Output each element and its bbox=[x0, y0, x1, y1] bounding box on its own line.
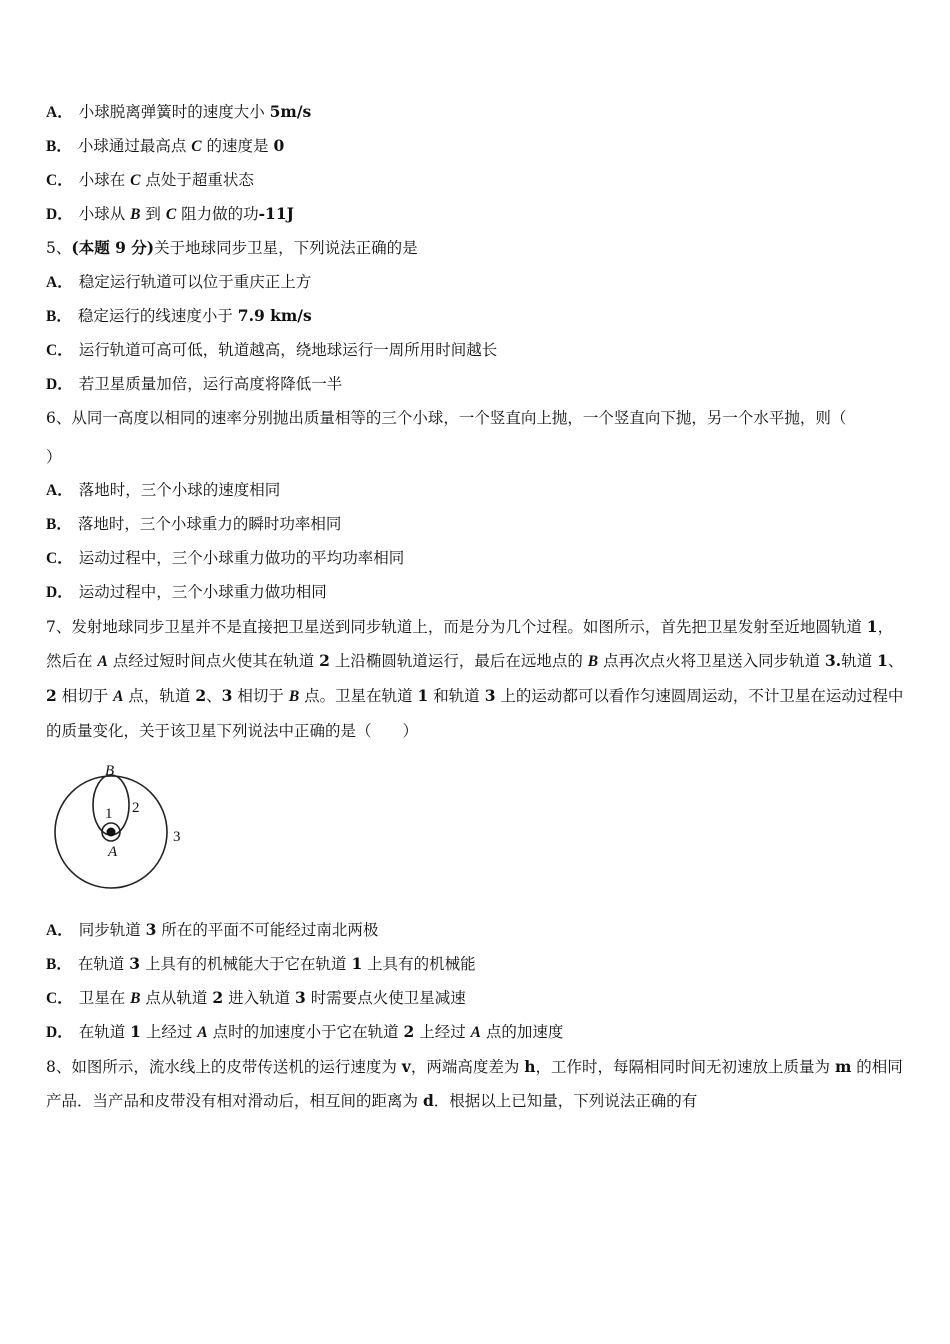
option-var: C bbox=[130, 172, 141, 189]
option-text-mid-2: 点时的加速度小于它在轨道 bbox=[207, 1023, 404, 1041]
q6-stem bbox=[46, 407, 846, 429]
option-text: 小球脱离弹簧时的速度大小 bbox=[78, 103, 270, 121]
q6-option-d bbox=[46, 581, 327, 604]
stem-part: 上沿椭圆轨道运行，最后在远地点的 bbox=[329, 652, 588, 670]
q7-option-c bbox=[46, 987, 466, 1010]
label-a: A bbox=[108, 844, 118, 860]
q5-option-a bbox=[46, 271, 311, 294]
option-var-2: C bbox=[165, 206, 177, 223]
option-num: 3 bbox=[129, 954, 141, 973]
stem-part: 、 bbox=[206, 687, 222, 705]
option-text: 落地时，三个小球重力的瞬时功率相同 bbox=[77, 515, 342, 533]
option-label: A． bbox=[46, 274, 73, 291]
option-num-2: 1 bbox=[351, 954, 363, 973]
option-label: B． bbox=[46, 956, 72, 973]
option-label: A． bbox=[46, 104, 73, 121]
option-text-end: 点处于超重状态 bbox=[140, 171, 254, 189]
stem-var: m bbox=[834, 1057, 852, 1076]
option-text: 运动过程中，三个小球重力做功相同 bbox=[78, 583, 327, 601]
q6-option-a bbox=[46, 479, 280, 502]
option-text-mid-3: 上经过 bbox=[414, 1023, 471, 1041]
stem-part: 和轨道 bbox=[428, 687, 485, 705]
option-text-end: 所在的平面不可能经过南北两极 bbox=[156, 921, 379, 939]
option-text: 同步轨道 bbox=[78, 921, 146, 939]
stem-part: 相切于 bbox=[232, 687, 289, 705]
option-num: 3 bbox=[145, 920, 157, 939]
stem-part: 上的运动都可以看作匀速圆周运动，不计卫星在运动过程中的质量变化，关于该卫星下列说法中正确的是（ ） bbox=[46, 687, 904, 740]
option-text: 运行轨道可高可低，轨道越高，绕地球运行一周所用时间越长 bbox=[78, 341, 498, 359]
option-text: 在轨道 bbox=[77, 955, 130, 973]
q4-option-c bbox=[46, 169, 254, 192]
earth-dot bbox=[107, 828, 116, 837]
stem-part: 相切于 bbox=[56, 687, 114, 705]
q7-option-a bbox=[46, 919, 378, 942]
option-label: D． bbox=[46, 376, 73, 393]
stem-var: v bbox=[401, 1057, 411, 1076]
stem-part: ，然后在 bbox=[46, 618, 894, 670]
option-text-end: 的速度是 bbox=[201, 137, 274, 155]
stem-part: 点。卫星在轨道 bbox=[299, 687, 418, 705]
stem-var: B bbox=[587, 653, 599, 670]
option-value: 0 bbox=[273, 136, 285, 155]
option-text-mid: 点从轨道 bbox=[140, 989, 213, 1007]
stem-part: 的相同产品．当产品和皮带没有相对滑动后，相互间的距离为 bbox=[46, 1058, 903, 1110]
option-label: C． bbox=[46, 172, 73, 189]
stem-part: 、 bbox=[887, 652, 904, 670]
stem-num: 2 bbox=[46, 686, 57, 705]
stem-num: 1 bbox=[417, 686, 429, 705]
option-var: C bbox=[191, 138, 202, 155]
option-value: 7.9 km/s bbox=[237, 306, 312, 325]
option-label: B． bbox=[46, 308, 72, 325]
q6-option-c bbox=[46, 547, 404, 570]
question-text: 6、从同一高度以相同的速率分别抛出质量相等的三个小球，一个竖直向上抛，一个竖直向下抛，另一个水平抛，则（ bbox=[46, 409, 847, 427]
option-var: B bbox=[130, 990, 141, 1007]
stem-num: 3. bbox=[825, 651, 842, 670]
option-text: 落地时，三个小球的速度相同 bbox=[78, 481, 281, 499]
q4-option-b bbox=[46, 135, 284, 158]
q5-option-d bbox=[46, 373, 342, 396]
option-text: 小球在 bbox=[78, 171, 131, 189]
option-label: D． bbox=[46, 206, 73, 223]
stem-num: 2 bbox=[195, 686, 207, 705]
option-text: 稳定运行轨道可以位于重庆正上方 bbox=[78, 273, 312, 291]
stem-num: 2 bbox=[319, 651, 330, 670]
q5-stem bbox=[46, 237, 418, 259]
stem-num: 3 bbox=[484, 686, 496, 705]
option-num: 1 bbox=[130, 1022, 141, 1041]
option-text: 小球通过最高点 bbox=[77, 137, 192, 155]
option-var: A bbox=[197, 1024, 208, 1041]
orbit-diagram bbox=[46, 760, 196, 895]
stem-var: d bbox=[422, 1091, 434, 1110]
q4-option-a bbox=[46, 101, 311, 124]
stem-part: 点经过短时间点火使其在轨道 bbox=[107, 652, 320, 670]
question-text-end: ） bbox=[46, 448, 62, 466]
label-3: 3 bbox=[173, 829, 181, 845]
option-text: 在轨道 bbox=[78, 1023, 131, 1041]
stem-var: A bbox=[113, 688, 124, 705]
question-score: (本题 9 分) bbox=[71, 238, 155, 257]
option-num: 2 bbox=[212, 988, 224, 1007]
q4-option-d bbox=[46, 203, 294, 226]
option-text: 稳定运行的线速度小于 bbox=[77, 307, 238, 325]
q6-stem-end bbox=[46, 446, 62, 468]
q5-option-c bbox=[46, 339, 497, 362]
stem-part: ，两端高度差为 bbox=[410, 1058, 525, 1076]
option-var-2: A bbox=[470, 1024, 481, 1041]
q8-stem bbox=[46, 1050, 908, 1118]
option-label: B． bbox=[46, 138, 72, 155]
option-value: -11J bbox=[258, 204, 294, 223]
q7-stem bbox=[46, 610, 908, 748]
option-label: C． bbox=[46, 990, 73, 1007]
option-text-end: 阻力做的功 bbox=[176, 205, 259, 223]
stem-var: h bbox=[524, 1057, 536, 1076]
q7-option-b bbox=[46, 953, 476, 976]
option-label: A． bbox=[46, 482, 73, 499]
option-text: 运动过程中，三个小球重力做功的平均功率相同 bbox=[78, 549, 405, 567]
option-label: A． bbox=[46, 922, 73, 939]
option-label: D． bbox=[46, 584, 73, 601]
orbit-2-ellipse bbox=[93, 775, 129, 835]
option-num-2: 3 bbox=[295, 988, 306, 1007]
stem-var: A bbox=[97, 653, 108, 670]
question-text: 关于地球同步卫星，下列说法正确的是 bbox=[154, 239, 418, 257]
stem-num: 1 bbox=[866, 617, 878, 636]
option-label: C． bbox=[46, 342, 73, 359]
stem-part: 7、发射地球同步卫星并不是直接把卫星送到同步轨道上，而是分为几个过程。如图所示，首先把卫星发射至近地圆轨道 bbox=[46, 618, 867, 636]
option-var: B bbox=[130, 206, 141, 223]
label-b: B bbox=[105, 763, 115, 779]
question-number: 5、 bbox=[46, 239, 72, 257]
option-num-2: 2 bbox=[403, 1022, 415, 1041]
option-text-mid: 上具有的机械能大于它在轨道 bbox=[140, 955, 352, 973]
stem-part: 点再次点火将卫星送入同步轨道 bbox=[598, 652, 825, 670]
option-text-mid: 到 bbox=[140, 205, 166, 223]
option-label: B． bbox=[46, 516, 72, 533]
stem-part: ．根据以上已知量，下列说法正确的有 bbox=[433, 1092, 698, 1110]
option-label: D． bbox=[46, 1024, 73, 1041]
option-label: C． bbox=[46, 550, 73, 567]
option-text: 卫星在 bbox=[78, 989, 131, 1007]
q6-option-b bbox=[46, 513, 341, 536]
stem-part: 轨道 bbox=[841, 652, 878, 670]
q7-option-d bbox=[46, 1021, 563, 1044]
stem-part: 8、如图所示，流水线上的皮带传送机的运行速度为 bbox=[46, 1058, 402, 1076]
q5-option-b bbox=[46, 305, 312, 328]
option-text: 小球从 bbox=[78, 205, 131, 223]
stem-var: B bbox=[288, 688, 300, 705]
option-text-end: 时需要点火使卫星减速 bbox=[305, 989, 466, 1007]
label-1: 1 bbox=[105, 806, 113, 822]
stem-num: 1 bbox=[877, 651, 888, 670]
stem-part: 点，轨道 bbox=[123, 687, 196, 705]
option-text-mid: 上经过 bbox=[140, 1023, 198, 1041]
stem-num: 3 bbox=[221, 686, 233, 705]
option-text: 若卫星质量加倍，运行高度将降低一半 bbox=[78, 375, 343, 393]
option-value: 5m/s bbox=[269, 102, 312, 121]
option-text-mid-2: 进入轨道 bbox=[223, 989, 295, 1007]
label-2: 2 bbox=[132, 800, 140, 816]
stem-part: ，工作时，每隔相同时间无初速放上质量为 bbox=[535, 1058, 835, 1076]
option-text-end: 点的加速度 bbox=[481, 1023, 564, 1041]
option-text-end: 上具有的机械能 bbox=[362, 955, 476, 973]
